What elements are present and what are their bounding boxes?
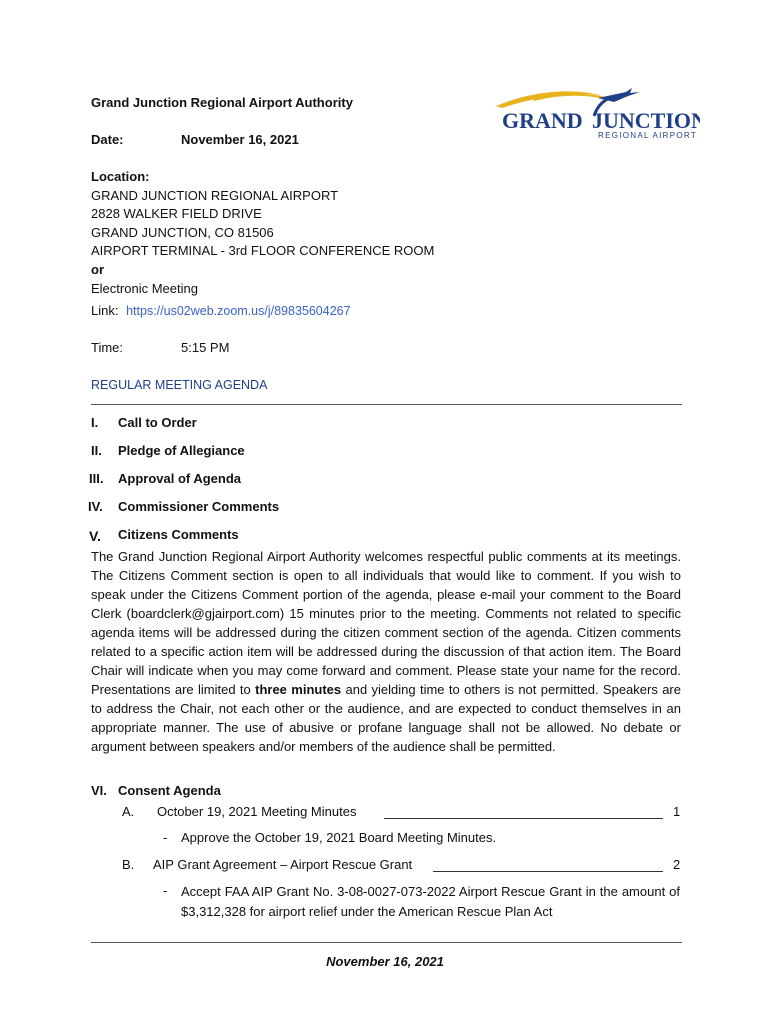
link-label: Link: — [91, 303, 119, 318]
item-number: V. — [89, 528, 101, 544]
electronic-meeting: Electronic Meeting — [91, 280, 198, 296]
date-label: Date: — [91, 132, 124, 147]
location-line: GRAND JUNCTION, CO 81506 — [91, 224, 274, 240]
location-line: GRAND JUNCTION REGIONAL AIRPORT — [91, 187, 339, 203]
item-number: IV. — [88, 499, 103, 514]
location-line: AIRPORT TERMINAL - 3rd FLOOR CONFERENCE ROOM — [91, 243, 435, 259]
paragraph-bold: three minutes — [255, 682, 342, 697]
item-number: VI. — [91, 783, 107, 798]
agenda-title: REGULAR MEETING AGENDA — [91, 378, 268, 392]
item-number: III. — [89, 471, 104, 486]
footer-divider — [91, 942, 682, 943]
leader-line — [433, 871, 663, 872]
item-commissioner-comments: Commissioner Comments — [118, 499, 280, 514]
item-number: I. — [91, 415, 99, 430]
logo-word-junction: JUNCTION — [592, 108, 700, 133]
date-value: November 16, 2021 — [181, 132, 299, 147]
consent-sub-b: Accept FAA AIP Grant No. 3-08-0027-073-2022 Airport Rescue Grant in the amount of $3,312,328 for airport relief under the American Rescue Plan Act — [181, 884, 680, 919]
consent-item-a[interactable] — [157, 803, 356, 821]
airplane-icon — [494, 86, 700, 140]
bullet-dash: - — [163, 883, 168, 898]
location-line: 2828 WALKER FIELD DRIVE — [91, 206, 262, 222]
item-call-to-order: Call to Order — [118, 415, 197, 430]
airport-logo — [494, 86, 700, 140]
zoom-link[interactable]: https://us02web.zoom.us/j/89835604267 — [126, 304, 351, 318]
item-citizens-comments: Citizens Comments — [118, 527, 239, 542]
paragraph-text: The Grand Junction Regional Airport Authority welcomes respectful public comments at its meetings. The Citizens Comment section is open to all individuals that would like to comment. If you wish to speak under the Citizens Comment portion of the agenda, please e-mail your comment to the Board Clerk (boardclerk@gjairport.com) 15 minutes prior to the meeting. Comments not related to specific agenda items will be addressed during the citizen comment section of the agenda. Citizen comments related to a specific action item will be addressed during the discussion of that action item. The Board Chair will indicate when you may come forward and comment. Please state your name for the record. Presentations are limited to — [91, 549, 681, 697]
item-approval-agenda: Approval of Agenda — [118, 471, 242, 486]
consent-sub-a: Approve the October 19, 2021 Board Meeting Minutes. — [181, 830, 497, 845]
logo-subtitle: REGIONAL AIRPORT — [598, 131, 698, 140]
location-label: Location: — [91, 169, 150, 184]
logo-word-grand: GRAND — [502, 108, 583, 133]
leader-line — [384, 818, 663, 819]
or-text: or — [91, 261, 104, 277]
agenda-divider — [91, 404, 682, 405]
consent-title: October 19, 2021 Meeting Minutes — [157, 804, 357, 819]
consent-letter: A. — [122, 804, 135, 819]
item-number: II. — [91, 443, 102, 458]
paragraph-text: and yielding time to others is not permitted. Speakers are to address the Chair, not each other or the audience, and are expected to conduct themselves in an appropriate manner. The use of abusive or profane language shall not be allowed. No debate or argument between speakers and/or members of the audience shall be permitted. — [91, 682, 681, 754]
meeting-link-row — [91, 302, 351, 321]
consent-title: AIP Grant Agreement – Airport Rescue Grant — [153, 857, 413, 872]
consent-page: 1 — [673, 804, 681, 819]
time-label: Time: — [91, 340, 124, 355]
organization-title: Grand Junction Regional Airport Authority — [91, 95, 353, 110]
footer-date: November 16, 2021 — [326, 954, 444, 969]
location-block — [91, 168, 434, 298]
bullet-dash: - — [163, 830, 168, 845]
consent-letter: B. — [122, 857, 135, 872]
item-pledge: Pledge of Allegiance — [118, 443, 245, 458]
consent-page: 2 — [673, 857, 681, 872]
citizens-comments-paragraph — [91, 547, 681, 756]
consent-item-b[interactable] — [153, 856, 412, 874]
time-value: 5:15 PM — [181, 340, 230, 355]
item-consent-agenda: Consent Agenda — [118, 783, 221, 798]
